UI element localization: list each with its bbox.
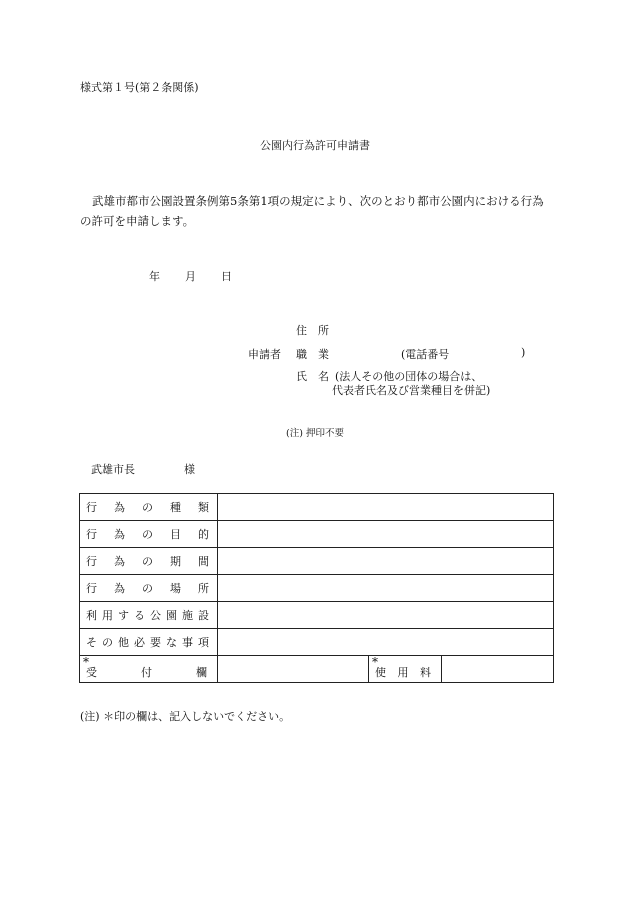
- row-label-char: 目: [170, 528, 181, 541]
- row-label-char: 間: [198, 555, 209, 568]
- row-label-char: の: [102, 636, 113, 649]
- fee-char: 用: [397, 666, 409, 679]
- fee-value-cell: [442, 656, 554, 683]
- row-label-char: 必: [134, 636, 145, 649]
- row-label-char: 行: [86, 582, 97, 595]
- row-value-cell: [218, 548, 554, 575]
- document-title: 公園内行為許可申請書: [260, 139, 370, 152]
- reception-label-cell: [80, 656, 218, 683]
- fee-mark: *: [372, 655, 378, 669]
- row-label-char: 利: [86, 609, 97, 622]
- row-label-char: 種: [170, 501, 181, 514]
- addressee-honorific: 様: [184, 463, 195, 476]
- row-label-char: 要: [150, 636, 161, 649]
- table-row: [80, 521, 554, 548]
- form-number: 様式第１号(第２条関係): [80, 81, 199, 94]
- table-row: [80, 602, 554, 629]
- applicant-label: 申請者: [248, 348, 281, 361]
- phone-label: (電話番号: [401, 348, 450, 361]
- row-label-char: る: [134, 609, 145, 622]
- reception-value-cell: [218, 656, 369, 683]
- row-label-char: 為: [114, 528, 125, 541]
- row-label-char: 類: [198, 501, 209, 514]
- name-label: 氏 名: [296, 370, 329, 383]
- address-label: 住 所: [296, 324, 329, 337]
- row-label-char: 事: [182, 636, 193, 649]
- row-label-char: 的: [198, 528, 209, 541]
- row-label-char: 行: [86, 528, 97, 541]
- reception-row: [80, 656, 554, 683]
- row-label-char: 用: [102, 609, 113, 622]
- row-label-char: 施: [182, 609, 193, 622]
- row-label-char: 期: [170, 555, 181, 568]
- reception-char: 付: [141, 666, 152, 679]
- row-label-char: な: [166, 636, 177, 649]
- intro-paragraph: 武雄市都市公園設置条例第5条第1項の規定により、次のとおり都市公園内における行為の許可を申請します。: [80, 194, 544, 228]
- date-year: 年: [149, 270, 160, 283]
- row-value-cell: [218, 629, 554, 656]
- row-label-cell: [80, 602, 218, 629]
- row-label-char: の: [142, 528, 153, 541]
- row-label-cell: [80, 521, 218, 548]
- table-row: [80, 494, 554, 521]
- row-value-cell: [218, 494, 554, 521]
- table-row: [80, 548, 554, 575]
- table-row: [80, 629, 554, 656]
- application-table: [79, 493, 554, 683]
- table-row: [80, 575, 554, 602]
- reception-char: 受: [86, 666, 97, 679]
- row-label-char: 設: [198, 609, 209, 622]
- row-label-cell: [80, 575, 218, 602]
- row-label-char: 行: [86, 555, 97, 568]
- phone-close-paren: ): [521, 346, 526, 359]
- addressee-name: 武雄市長: [91, 463, 135, 476]
- row-label-cell: [80, 494, 218, 521]
- row-label-char: 他: [118, 636, 129, 649]
- name-note-line2: 代表者氏名及び営業種目を併記): [332, 384, 491, 397]
- row-label-char: の: [142, 555, 153, 568]
- row-label-char: 所: [198, 582, 209, 595]
- reception-mark: *: [83, 655, 89, 669]
- row-label-cell: [80, 548, 218, 575]
- row-label-char: の: [142, 501, 153, 514]
- reception-char: 欄: [196, 666, 207, 679]
- row-label-char: 場: [170, 582, 181, 595]
- fee-label-cell: [369, 656, 442, 683]
- row-label-char: 行: [86, 501, 97, 514]
- date-line: [149, 268, 232, 284]
- date-day: 日: [221, 270, 232, 283]
- row-label-char: 為: [114, 555, 125, 568]
- occupation-label: 職 業: [296, 348, 329, 361]
- row-label-char: 園: [166, 609, 177, 622]
- fee-char: 使: [375, 666, 386, 679]
- row-value-cell: [218, 521, 554, 548]
- row-label-char: 為: [114, 582, 125, 595]
- row-label-char: 項: [198, 636, 209, 649]
- row-label-char: 為: [114, 501, 125, 514]
- row-label-char: 公: [150, 609, 161, 622]
- fee-char: 料: [420, 666, 431, 679]
- date-month: 月: [185, 270, 196, 283]
- row-label-cell: [80, 629, 218, 656]
- name-note-line1: (法人その他の団体の場合は、: [335, 370, 483, 383]
- seal-note: (注) 押印不要: [286, 428, 344, 439]
- row-label-char: そ: [86, 636, 97, 649]
- footnote: (注) ＊印の欄は、記入しないでください。: [80, 710, 291, 723]
- row-value-cell: [218, 575, 554, 602]
- row-label-char: す: [118, 609, 129, 622]
- row-value-cell: [218, 602, 554, 629]
- row-label-char: の: [142, 582, 153, 595]
